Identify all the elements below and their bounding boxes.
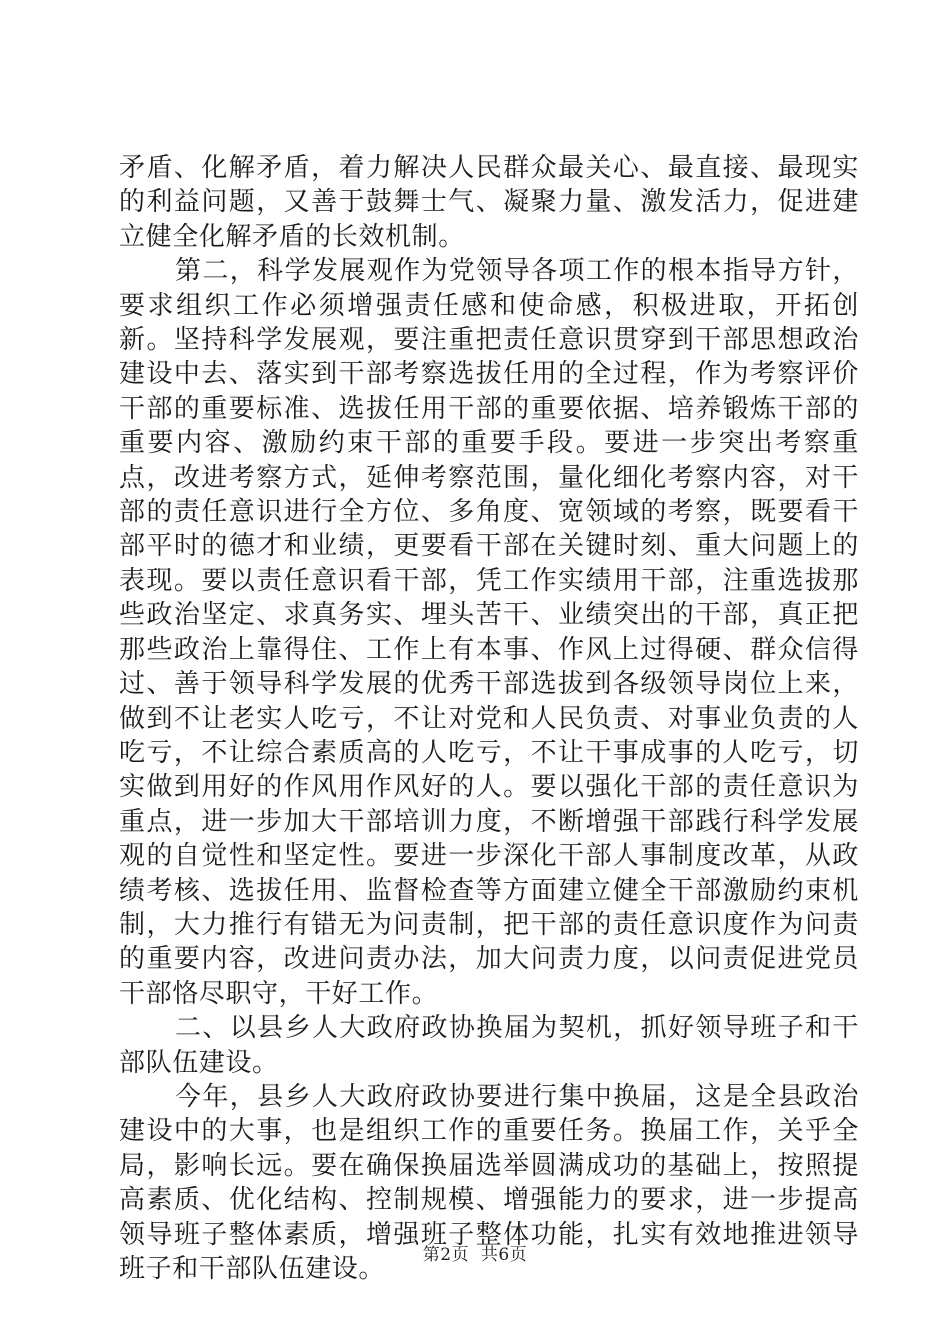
page-number-label: 第2页 共6页 bbox=[422, 1245, 528, 1265]
paragraph-this-year: 今年，县乡人大政府政协要进行集中换届，这是全县政治建设中的大事，也是组织工作的重要任务。换届工作，关乎全局，影响长远。要在确保换届选举圆满成功的基础上，按照提高素质、优化结构、控制规模、增强能力的要求，进一步提高领导班子整体素质，增强班子整体功能，扎实有效地推进领导班子和干部队伍建设。 bbox=[119, 1081, 859, 1284]
paragraph-second-point: 第二，科学发展观作为党领导各项工作的根本指导方针，要求组织工作必须增强责任感和使命感，积极进取，开拓创新。坚持科学发展观，要注重把责任意识贯穿到干部思想政治建设中去、落实到干部考察选拔任用的全过程，作为考察评价干部的重要标准、选拔任用干部的重要依据、培养锻炼干部的重要内容、激励约束干部的重要手段。要进一步突出考察重点，改进考察方式，延伸考察范围，量化细化考察内容，对干部的责任意识进行全方位、多角度、宽领域的考察，既要看干部平时的德才和业绩，更要看干部在关键时刻、重大问题上的表现。要以责任意识看干部，凭工作实绩用干部，注重选拔那些政治坚定、求真务实、埋头苦干、业绩突出的干部，真正把那些政治上靠得住、工作上有本事、作风上过得硬、群众信得过、善于领导科学发展的优秀干部选拔到各级领导岗位上来，做到不让老实人吃亏，不让对党和人民负责、对事业负责的人吃亏，不让综合素质高的人吃亏，不让干事成事的人吃亏，切实做到用好的作风用作风好的人。要以强化干部的责任意识为重点，进一步加大干部培训力度，不断增强干部践行科学发展观的自觉性和坚定性。要进一步深化干部人事制度改革，从政绩考核、选拔任用、监督检查等方面建立健全干部激励约束机制，大力推行有错无为问责制，把干部的责任意识度作为问责的重要内容，改进问责办法，加大问责力度，以问责促进党员干部恪尽职守，干好工作。 bbox=[119, 256, 859, 1009]
paragraph-continuation: 矛盾、化解矛盾，着力解决人民群众最关心、最直接、最现实的利益问题，又善于鼓舞士气、凝聚力量、激发活力，促进建立健全化解矛盾的长效机制。 bbox=[119, 153, 859, 252]
section-heading-two: 二、以县乡人大政府政协换届为契机，抓好领导班子和干部队伍建设。 bbox=[119, 1013, 859, 1078]
page-footer bbox=[0, 1240, 950, 1265]
document-body bbox=[119, 151, 859, 1286]
